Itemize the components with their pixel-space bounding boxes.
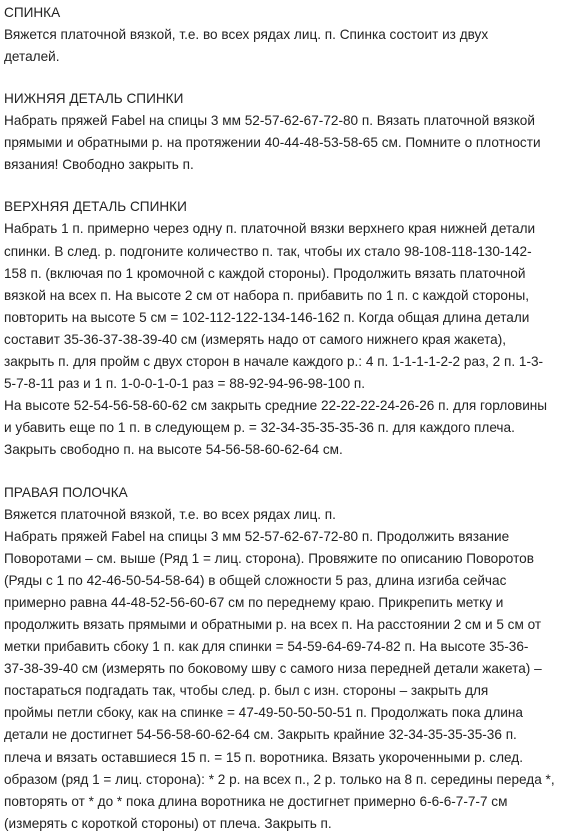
paragraph-line: продолжить вязать прямыми и обратными р. на всех п. На расстоянии 2 см и 5 см от	[4, 616, 542, 632]
paragraph-line: Набрать пряжей Fabel на спицы 3 мм 52-57-62-67-72-80 п. Продолжить вязание	[4, 528, 510, 544]
section-back	[4, 2, 564, 68]
paragraph-line: спинки. В след. р. подгоните количество п. так, чтобы их стало 98-108-118-130-142-	[4, 243, 532, 259]
paragraph-line: Набрать 1 п. примерно через одну п. платочной вязки верхнего края нижней детали	[4, 221, 536, 237]
paragraph-line: плеча и вязать оставшиеся 15 п. = 15 п. воротника. Вязать укороченными р. след.	[4, 749, 523, 765]
paragraph-line: Вяжется платочной вязкой, т.е. во всех рядах лиц. п.	[4, 506, 336, 522]
paragraph-line: (Ряды с 1 по 42-46-50-54-58-64) в общей сложности 5 раз, длина изгиба сейчас	[4, 572, 507, 588]
paragraph-line: Набрать пряжей Fabel на спицы 3 мм 52-57-62-67-72-80 п. Вязать платочной вязкой	[4, 113, 535, 129]
paragraph-line: примерно равна 44-48-52-56-60-67 см по переднему краю. Прикрепить метку и	[4, 594, 504, 610]
section-title-lower-back-piece: НИЖНЯЯ ДЕТАЛЬ СПИНКИ	[4, 91, 184, 107]
paragraph-line: постараться подгадать так, чтобы след. р. был с изн. стороны – закрыть для	[4, 683, 489, 699]
paragraph-line: 5-7-8-11 раз и 1 п. 1-0-0-1-0-1 раз = 88-92-94-96-98-100 п.	[4, 376, 366, 392]
section-title-right-front: ПРАВАЯ ПОЛОЧКА	[4, 484, 128, 500]
paragraph-line: составит 35-36-37-38-39-40 см (измерять надо от самого нижнего края жакета),	[4, 331, 507, 347]
paragraph-line: повторять от * до * пока длина воротника не достигнет примерно 6-6-6-7-7-7 см	[4, 793, 508, 809]
paragraph-line: образом (ряд 1 = лиц. сторона): * 2 р. на всех п., 2 р. только на 8 п. середины переда *,	[4, 771, 555, 787]
paragraph-line: На высоте 52-54-56-58-60-62 см закрыть средние 22-22-22-24-26-26 п. для горловины	[4, 398, 548, 414]
paragraph-line: проймы петли сбоку, как на спинке = 47-49-50-50-50-51 п. Продолжать пока длина	[4, 705, 523, 721]
paragraph-line: вязания! Свободно закрыть п.	[4, 157, 194, 173]
paragraph-line: деталей.	[4, 49, 60, 65]
paragraph-line: 37-38-39-40 см (измерять по боковому шву с самого низа передней детали жакета) –	[4, 661, 542, 677]
paragraph-line: повторить на высоте 5 см = 102-112-122-134-146-162 п. Когда общая длина детали	[4, 309, 530, 325]
section-title-back: СПИНКА	[4, 5, 61, 20]
paragraph-line: Поворотами – см. выше (Ряд 1 = лиц. сторона). Провяжите по описанию Поворотов	[4, 550, 534, 566]
paragraph-line: закрыть п. для пройм с двух сторон в начале каждого р.: 4 п. 1-1-1-1-2-2 раз, 2 п. 1-3-	[4, 354, 544, 370]
section-lower-back-piece	[4, 88, 564, 176]
paragraph-line: Закрыть свободно п. на высоте 54-56-58-60-62-64 см.	[4, 442, 343, 458]
section-title-upper-back-piece: ВЕРХНЯЯ ДЕТАЛЬ СПИНКИ	[4, 199, 187, 215]
paragraph-line: Вяжется платочной вязкой, т.е. во всех рядах лиц. п. Спинка состоит из двух	[4, 27, 489, 42]
section-right-front	[4, 482, 564, 835]
paragraph-line: (измерять с короткой стороны) от плеча. Закрыть п.	[4, 815, 332, 831]
paragraph-line: вязкой на всех п. На высоте 2 см от набора п. прибавить по 1 п. с каждой стороны,	[4, 287, 530, 303]
paragraph-line: и убавить еще по 1 п. в следующем р. = 32-34-35-35-35-36 п. для каждого плеча.	[4, 420, 515, 436]
section-upper-back-piece	[4, 196, 564, 461]
paragraph-line: детали не достигнет 54-56-58-60-62-64 см. Закрыть крайние 32-34-35-35-35-36 п.	[4, 727, 517, 743]
paragraph-line: метки прибавить сбоку 1 п. как для спинки = 54-59-64-69-74-82 п. На высоте 35-36-	[4, 639, 529, 655]
paragraph-line: 158 п. (включая по 1 кромочной с каждой стороны). Продолжить вязать платочной	[4, 265, 526, 281]
paragraph-line: прямыми и обратными р. на протяжении 40-44-48-53-58-65 см. Помните о плотности	[4, 135, 541, 151]
